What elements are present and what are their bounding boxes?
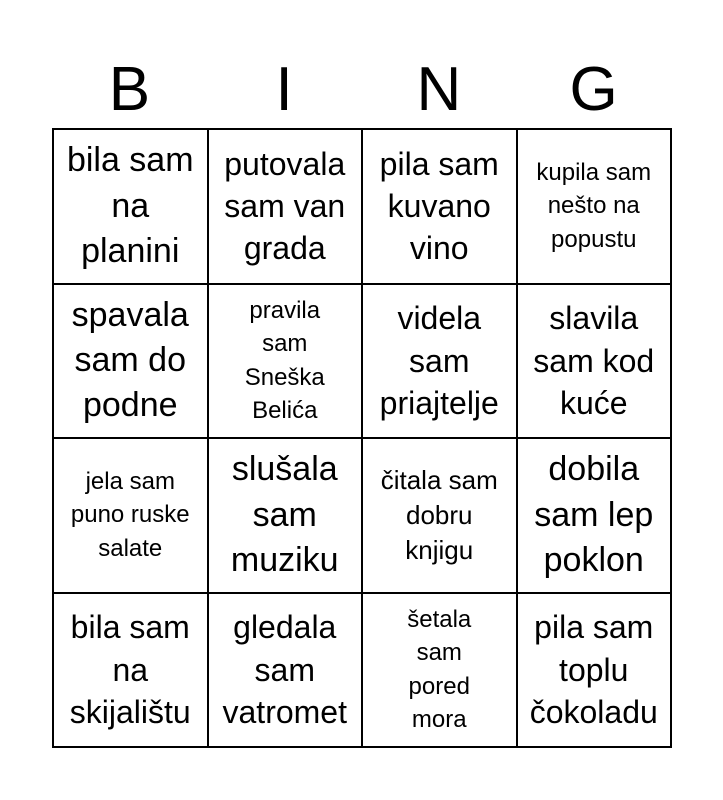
header-letter-n: N	[416, 55, 462, 124]
cell-text: dobila sam lep poklon	[534, 450, 654, 579]
bingo-cell[interactable]	[209, 285, 364, 440]
bingo-cell[interactable]	[518, 439, 673, 594]
bingo-header	[52, 52, 671, 128]
bingo-cell[interactable]	[54, 439, 209, 594]
cell-text: čitala sam dobru knjigu	[380, 464, 498, 565]
bingo-cell[interactable]	[518, 594, 673, 749]
cell-text: spavala sam do podne	[71, 295, 189, 425]
bingo-cell[interactable]	[54, 130, 209, 285]
cell-text: bila sam na skijalištu	[69, 609, 191, 730]
cell-text: pravila sam Sneška Belića	[244, 296, 325, 425]
bingo-cell[interactable]	[209, 130, 364, 285]
bingo-cell[interactable]	[363, 594, 518, 749]
cell-text: jela sam puno ruske salate	[70, 467, 190, 563]
cell-text: kupila sam nešto na popustu	[536, 158, 652, 254]
bingo-cell[interactable]	[209, 594, 364, 749]
cell-text: pila sam toplu čokoladu	[529, 609, 658, 730]
cell-text: slavila sam kod kuće	[533, 300, 655, 421]
bingo-board	[52, 128, 672, 748]
bingo-cell[interactable]	[209, 439, 364, 594]
header-letter-i: I	[275, 55, 293, 124]
cell-text: slušala sam muziku	[230, 450, 339, 579]
cell-text: bila sam na planini	[66, 141, 194, 270]
bingo-cell[interactable]	[54, 285, 209, 440]
header-letter-b: B	[108, 55, 151, 124]
cell-text: putovala sam van grada	[224, 145, 346, 267]
bingo-cell[interactable]	[518, 285, 673, 440]
bingo-cell[interactable]	[363, 130, 518, 285]
bingo-cell[interactable]	[363, 285, 518, 440]
cell-text: pila sam kuvano vino	[379, 145, 499, 267]
bingo-cell[interactable]	[518, 130, 673, 285]
cell-text: gledala sam vatromet	[222, 609, 347, 730]
bingo-cell[interactable]	[363, 439, 518, 594]
bingo-cell[interactable]	[54, 594, 209, 749]
cell-text: šetala sam pored mora	[407, 605, 472, 734]
cell-text: videla sam priajtelje	[379, 300, 499, 421]
header-letter-g: G	[569, 55, 618, 124]
